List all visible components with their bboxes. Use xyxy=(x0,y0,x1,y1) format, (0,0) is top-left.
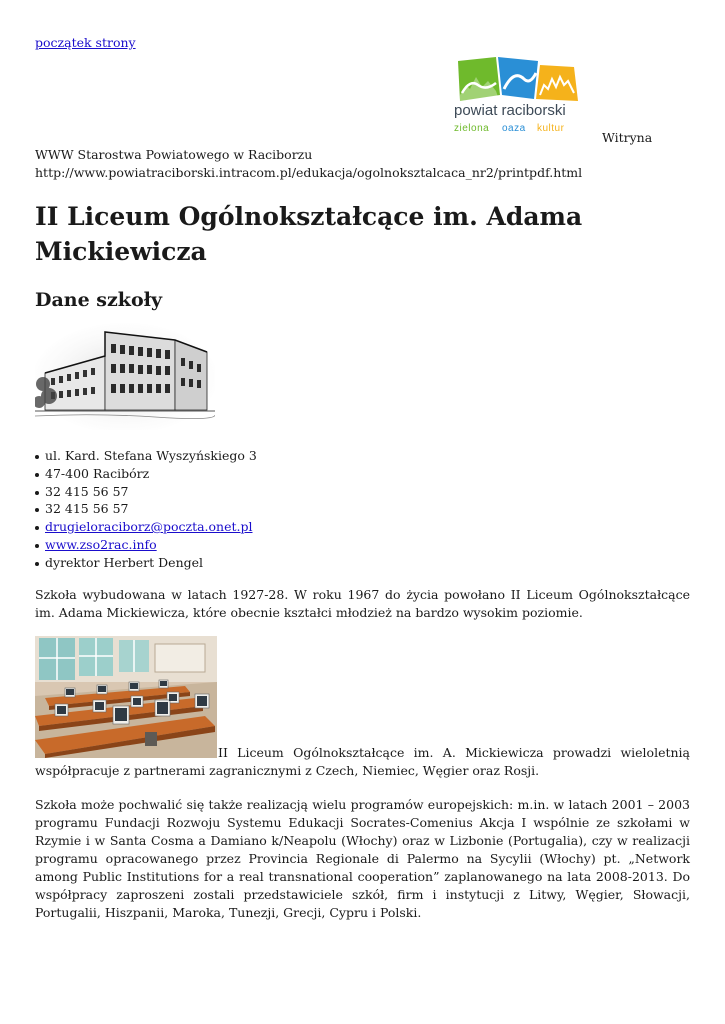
powiat-raciborski-logo xyxy=(452,55,582,141)
paragraph-european-programs: Szkoła może pochwalić się także realizacją wielu programów europejskich: m.in. w latach 2001 – 2003 programu Fundacji Rozwoju Systemu Edukacji Socrates-Comenius Akcja I wspólnie ze szkołami w Rzymie i w Santa Cosma a Damiano k/Neapolu (Włochy) oraz w Lizbonie (Portugalia), czy w realizacji programu opracowanego przez Provincia Regionale di Palermo na Sycylii (Włochy) pt. „Network among Public Institutions for a real transnational cooperation” zaplanowanego na lata 2008-2013. Do współpracy zaproszeni zostali przedstawiciele szkół, firm i instytucji z Litwy, Węgier, Słowacji, Portugalii, Hiszpanii, Maroka, Tunezji, Grecji, Cypru i Polski. xyxy=(35,797,690,920)
logo-word-oaza: oaza xyxy=(502,123,526,134)
witryna-label: Witryna xyxy=(602,130,653,145)
school-info-list xyxy=(35,447,257,572)
website-item xyxy=(35,536,257,554)
email-link[interactable]: drugieloraciborz@poczta.onet.pl xyxy=(45,519,253,535)
site-name: WWW Starostwa Powiatowego w Raciborzu xyxy=(35,147,313,162)
logo-graphic xyxy=(452,55,582,141)
logo-word-kultur: kultur xyxy=(537,123,565,134)
postal-item: 47-400 Racibórz xyxy=(35,465,257,483)
site-url: http://www.powiatraciborski.intracom.pl/edukacja/ogolnoksztalcaca_nr2/printpdf.html xyxy=(35,165,583,180)
logo-title: powiat raciborski xyxy=(454,102,566,119)
top-of-page-link[interactable]: początek strony xyxy=(35,35,136,50)
paragraph-history: Szkoła wybudowana w latach 1927-28. W roku 1967 do życia powołano II Liceum Ogólnokształcące im. Adama Mickiewicza, które obecnie kształci młodzież na bardzo wysokim poziomie. xyxy=(35,587,690,620)
paragraph-partners-rest: współpracuje z partnerami zagranicznymi z Czech, Niemiec, Węgier oraz Rosji. xyxy=(35,763,540,778)
address-item: ul. Kard. Stefana Wyszyńskiego 3 xyxy=(35,447,257,465)
school-building-drawing xyxy=(35,318,215,430)
email-item xyxy=(35,518,257,536)
logo-word-zielona: zielona xyxy=(454,123,490,134)
computer-classroom-image xyxy=(35,636,217,758)
computer-classroom-photo xyxy=(35,636,217,758)
director-item: dyrektor Herbert Dengel xyxy=(35,554,257,572)
phone-item: 32 415 56 57 xyxy=(35,483,257,501)
paragraph-partners-line1: II Liceum Ogólnokształcące im. A. Mickiewicza prowadzi wieloletnią xyxy=(218,745,690,760)
website-link[interactable]: www.zso2rac.info xyxy=(45,536,157,552)
section-heading: Dane szkoły xyxy=(35,289,162,311)
fax-item: 32 415 56 57 xyxy=(35,500,257,518)
school-building-image xyxy=(35,318,215,430)
page-title: II Liceum Ogólnokształcące im. Adama Mickiewicza xyxy=(35,202,583,266)
